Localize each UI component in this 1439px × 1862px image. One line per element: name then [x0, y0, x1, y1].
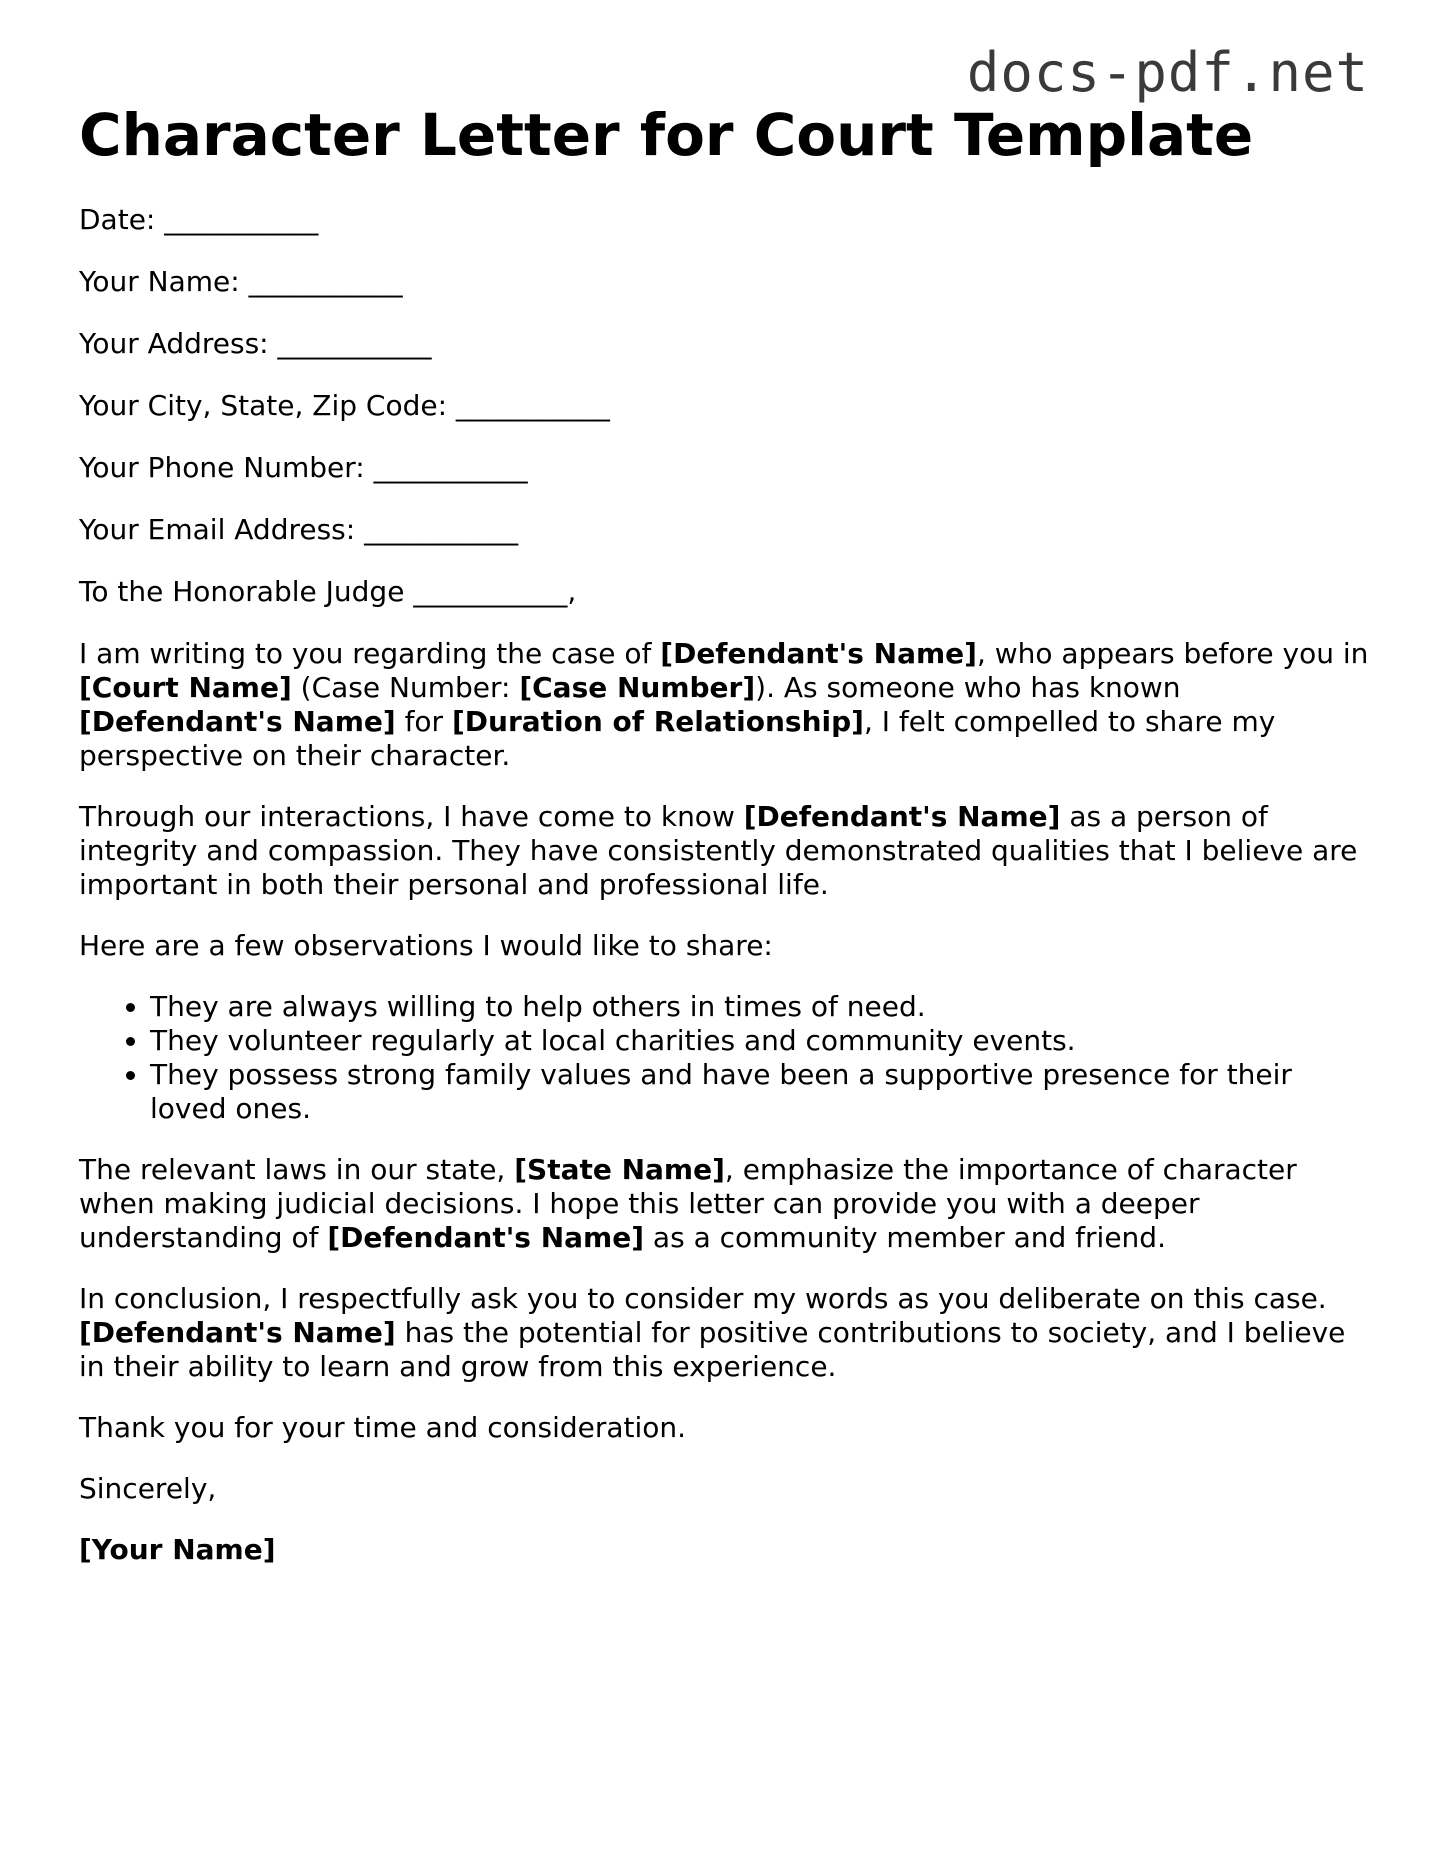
paragraph-intro: I am writing to you regarding the case of [Defendant's Name], who appears before you in [Court Name] (Case Number: [Case Number]). As someone who has known [Defendant's Name] for [Duration of Relationship], I felt compelled to share my perspective on their character. — [79, 637, 1369, 772]
header-fields — [79, 203, 1369, 609]
paragraph-character: Through our interactions, I have come to know [Defendant's Name] as a person of integrity and compassion. They have consistently demonstrated qualities that I believe are important in both their personal and professional life. — [79, 800, 1358, 901]
paragraph-laws: The relevant laws in our state, [State Name], emphasize the importance of character when making judicial decisions. I hope this letter can provide you with a deeper understanding of [Defendant's Name] as a community member and friend. — [79, 1153, 1297, 1254]
placeholder-duration: [Duration of Relationship] — [451, 705, 864, 738]
list-item: • They volunteer regularly at local charities and community events. — [150, 1024, 1369, 1058]
paragraph-conclusion: In conclusion, I respectfully ask you to consider my words as you deliberate on this case. [Defendant's Name] has the potential for positive contributions to society, and I believe in their ability to learn and grow from this experience. — [79, 1282, 1346, 1383]
paragraph-observations-intro: Here are a few observations I would like to share: — [79, 929, 773, 962]
date-field: Date: ___________ — [79, 203, 319, 236]
page-title: Character Letter for Court Template — [79, 101, 1254, 169]
city-state-zip-field: Your City, State, Zip Code: ___________ — [79, 389, 610, 422]
placeholder-case-number: [Case Number] — [519, 671, 756, 704]
placeholder-state-name: [State Name] — [514, 1153, 725, 1186]
name-field: Your Name: ___________ — [79, 265, 403, 298]
letter-body — [79, 203, 1369, 1567]
placeholder-defendant-name: [Defendant's Name] — [660, 637, 977, 670]
list-item: • They possess strong family values and have been a supportive presence for their loved ones. — [150, 1058, 1369, 1126]
signature-placeholder: [Your Name] — [79, 1533, 276, 1566]
closing: Sincerely, — [79, 1472, 217, 1505]
observations-list — [79, 990, 1369, 1126]
placeholder-defendant-name: [Defendant's Name] — [79, 705, 396, 738]
email-field: Your Email Address: ___________ — [79, 513, 519, 546]
paragraph-thanks: Thank you for your time and consideration. — [79, 1411, 687, 1444]
placeholder-defendant-name: [Defendant's Name] — [79, 1316, 396, 1349]
salutation: To the Honorable Judge ___________, — [79, 575, 577, 608]
phone-field: Your Phone Number: ___________ — [79, 451, 528, 484]
placeholder-court-name: [Court Name] — [79, 671, 292, 704]
document-page — [79, 98, 1369, 1594]
placeholder-defendant-name: [Defendant's Name] — [327, 1221, 645, 1254]
watermark: docs-pdf.net — [966, 41, 1369, 104]
placeholder-defendant-name: [Defendant's Name] — [743, 800, 1061, 833]
list-item: • They are always willing to help others in times of need. — [150, 990, 1369, 1024]
address-field: Your Address: ___________ — [79, 327, 432, 360]
